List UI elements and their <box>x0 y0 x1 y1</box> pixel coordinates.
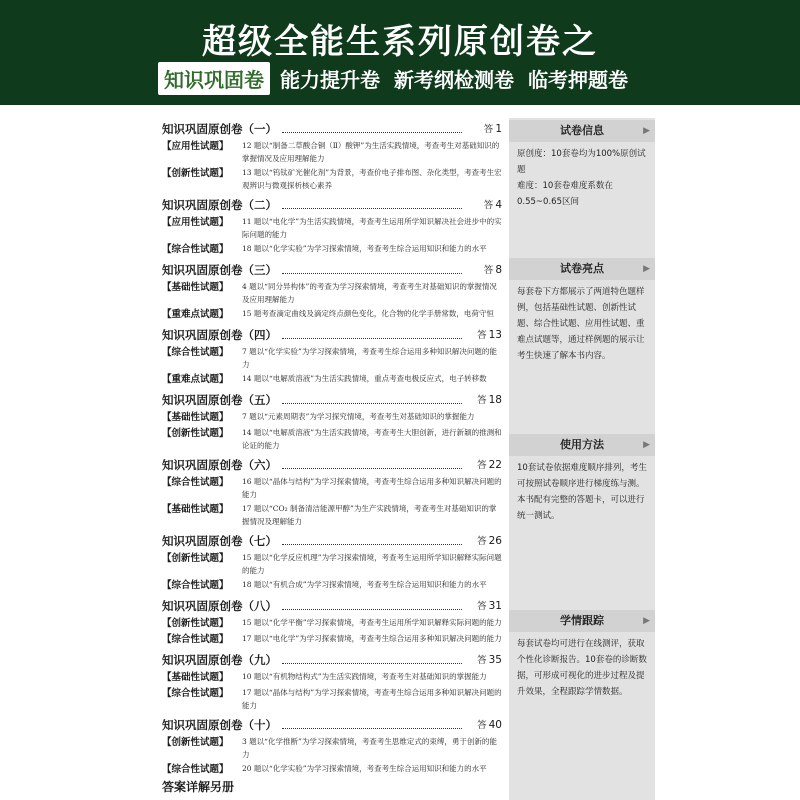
dot-leader <box>282 544 462 545</box>
entry-tag: 【应用性试题】 <box>162 217 229 228</box>
paper-title: 知识巩固原创卷（四） <box>162 324 280 346</box>
paper-heading <box>162 259 502 281</box>
paper-answer-ref <box>474 454 502 477</box>
entry-desc: 10 题以“有机物结构式”为生活实践情境，考查考生对基础知识的掌握能力 <box>242 672 487 681</box>
entry-desc: 4 题以“同分异构体”的考查为学习探索情境，考查考生对基础知识的掌握情况及应用理解能力 <box>242 282 497 304</box>
entry-tag: 【综合性试题】 <box>162 477 229 488</box>
entry-row <box>162 633 502 647</box>
paper-answer-ref <box>481 259 502 282</box>
entry-tag: 【综合性试题】 <box>162 634 229 645</box>
sidebar-section-usage <box>509 434 655 528</box>
entry-tag: 【重难点试题】 <box>162 309 229 320</box>
paper-block <box>162 118 502 192</box>
entry-desc: 11 题以“电化学”为生活实践情境，考查考生运用所学知识解决社会进步中的实际问题的能力 <box>242 217 502 239</box>
dot-leader <box>282 468 462 469</box>
page-number: 31 <box>488 600 502 612</box>
page-number: 35 <box>488 654 502 666</box>
answer-label: 答 <box>483 124 494 135</box>
paper-answer-ref <box>474 595 502 618</box>
entry-tag: 【重难点试题】 <box>162 374 229 385</box>
entry-tag: 【综合性试题】 <box>162 764 229 775</box>
entry-row <box>162 687 502 712</box>
sidebar-section-text: 每套试卷均可进行在线测评，获取个性化诊断报告。10套卷的诊断数据，可形成可视化的进步过程及提升效果，全程跟踪学情数据。 <box>517 639 647 697</box>
triangle-right-icon: ▶ <box>643 616 650 626</box>
answer-label: 答 <box>477 720 487 731</box>
paper-block <box>162 595 502 647</box>
sidebar-section-text: 原创度：10套卷均为100%原创试题 难度：10套卷难度系数在0.55~0.65区间 <box>517 149 646 207</box>
paper-block <box>162 530 502 593</box>
page-number: 22 <box>488 459 502 471</box>
paper-title: 知识巩固原创卷（十） <box>162 714 280 736</box>
entry-tag: 【综合性试题】 <box>162 244 229 255</box>
entry-desc: 15 题考查滴定曲线及滴定终点颜色变化，化合物的化学手册常数，电荷守恒 <box>242 309 494 318</box>
dot-leader <box>282 208 462 209</box>
entry-tag: 【基础性试题】 <box>162 504 229 515</box>
paper-title: 知识巩固原创卷（二） <box>162 194 280 216</box>
paper-answer-ref <box>474 714 502 737</box>
entry-desc: 7 题以“元素周期表”为学习探究情境，考查考生对基础知识的掌握能力 <box>242 412 475 421</box>
footer-note: 答案详解另册 <box>162 780 235 794</box>
entry-desc: 20 题以“化学实验”为学习探索情境，考查考生综合运用知识和能力的水平 <box>242 764 487 773</box>
paper-heading <box>162 118 502 140</box>
entry-desc: 13 题以“钨钛矿光催化剂”为背景，考查价电子排布图、杂化类型，考查考生宏观辨识与微观探析核心素养 <box>242 168 502 190</box>
series-title: 超级全能生系列原创卷之 <box>202 22 598 62</box>
entry-row <box>162 503 502 528</box>
dot-leader <box>282 338 462 339</box>
paper-answer-ref <box>474 324 502 347</box>
sidebar-section-title: 使用方法 ▶ <box>509 434 655 456</box>
paper-block <box>162 194 502 257</box>
series-item: 临考押题卷 <box>528 68 628 92</box>
answer-label: 答 <box>477 330 487 341</box>
series-item: 新考纲检测卷 <box>394 68 514 92</box>
entry-desc: 15 题以“化学反应机理”为学习探索情境，考查考生运用所学知识解释实际问题的能力 <box>242 553 502 575</box>
entry-tag: 【基础性试题】 <box>162 282 229 293</box>
entry-tag: 【应用性试题】 <box>162 141 229 152</box>
answer-label: 答 <box>477 655 487 666</box>
sidebar-section-tracking <box>509 610 655 704</box>
entry-tag: 【综合性试题】 <box>162 580 229 591</box>
entry-row <box>162 281 502 306</box>
paper-heading <box>162 454 502 476</box>
entry-tag: 【创新性试题】 <box>162 737 229 748</box>
entry-row <box>162 411 502 425</box>
dot-leader <box>282 663 462 664</box>
paper-title: 知识巩固原创卷（七） <box>162 530 280 552</box>
entry-row <box>162 671 502 685</box>
sidebar-section-text: 10套试卷依据难度顺序排列，考生可按照试卷顺序进行梯度练与测。本书配有完整的答题卡，可以进行统一测试。 <box>517 463 647 521</box>
entry-row <box>162 167 502 192</box>
entry-desc: 18 题以“化学实验”为学习探索情境，考查考生综合运用知识和能力的水平 <box>242 244 487 253</box>
answer-label: 答 <box>483 200 494 211</box>
triangle-right-icon: ▶ <box>643 264 650 274</box>
entry-desc: 17 题以“电化学”为学习探索情境，考查考生综合运用多种知识解决问题的能力 <box>242 634 502 643</box>
page-number: 8 <box>495 264 502 276</box>
sidebar-section-title: 试卷亮点 ▶ <box>509 258 655 280</box>
page-number: 18 <box>488 394 502 406</box>
header-banner <box>0 0 800 105</box>
paper-heading <box>162 324 502 346</box>
page-number: 13 <box>488 329 502 341</box>
entry-row <box>162 763 502 777</box>
page-number: 40 <box>488 719 502 731</box>
entry-desc: 3 题以“化学推断”为学习探索情境，考查考生思维定式的束缚，勇于创新的能力 <box>242 737 497 759</box>
entry-tag: 【创新性试题】 <box>162 168 229 179</box>
entry-desc: 18 题以“有机合成”为学习探索情境，考查考生综合运用知识和能力的水平 <box>242 580 487 589</box>
paper-answer-ref <box>474 649 502 672</box>
entry-tag: 【基础性试题】 <box>162 672 229 683</box>
answer-label: 答 <box>483 265 494 276</box>
answer-label: 答 <box>477 601 487 612</box>
triangle-right-icon: ▶ <box>643 126 650 136</box>
entry-desc: 15 题以“化学平衡”学习探索情境，考查考生运用所学知识解释实际问题的能力 <box>242 618 502 627</box>
entry-row <box>162 617 502 631</box>
sidebar-section-info <box>509 120 655 214</box>
sidebar-section-highlights <box>509 258 655 368</box>
entry-desc: 17 题以“CO₂ 制备清洁能源甲醇”为生产实践情境，考查考生对基础知识的掌握情况及理解能力 <box>242 504 497 526</box>
answer-label: 答 <box>477 536 487 547</box>
paper-heading <box>162 530 502 552</box>
paper-title: 知识巩固原创卷（一） <box>162 118 280 140</box>
paper-answer-ref <box>474 530 502 553</box>
paper-heading <box>162 595 502 617</box>
entry-tag: 【基础性试题】 <box>162 412 229 423</box>
triangle-right-icon: ▶ <box>643 440 650 450</box>
entry-row <box>162 346 502 371</box>
entry-row <box>162 373 502 387</box>
paper-heading <box>162 194 502 216</box>
paper-heading <box>162 649 502 671</box>
paper-title: 知识巩固原创卷（五） <box>162 389 280 411</box>
entry-desc: 14 题以“电解质溶液”为生活实践情境，考查考生大胆创新，进行新颖的推测和论证的能力 <box>242 428 502 450</box>
entry-row <box>162 579 502 593</box>
series-bar <box>0 62 800 95</box>
paper-block <box>162 259 502 322</box>
entry-row <box>162 216 502 241</box>
entry-row <box>162 243 502 257</box>
sidebar-section-title: 试卷信息 ▶ <box>509 120 655 142</box>
entry-desc: 14 题以“电解质溶液”为生活实践情境，重点考查电极反应式，电子转移数 <box>242 374 487 383</box>
paper-answer-ref <box>481 194 502 217</box>
paper-answer-ref <box>474 389 502 412</box>
entry-tag: 【创新性试题】 <box>162 553 229 564</box>
info-sidebar <box>509 118 655 800</box>
dot-leader <box>282 132 462 133</box>
entry-desc: 17 题以“晶体与结构”为学习探索情境，考查考生综合运用多种知识解决问题的能力 <box>242 688 502 710</box>
dot-leader <box>282 728 462 729</box>
entry-desc: 12 题以“制备二草酸合铜（Ⅱ）酸钾”为生活实践情境，考查考生对基础知识的掌握情况及应用理解能力 <box>242 141 500 163</box>
answer-label: 答 <box>477 395 487 406</box>
entry-row <box>162 427 502 452</box>
paper-heading <box>162 389 502 411</box>
entry-row <box>162 140 502 165</box>
paper-title: 知识巩固原创卷（三） <box>162 259 280 281</box>
paper-list <box>162 118 502 779</box>
sidebar-section-title: 学情跟踪 ▶ <box>509 610 655 632</box>
entry-tag: 【创新性试题】 <box>162 428 229 439</box>
dot-leader <box>282 403 462 404</box>
entry-desc: 7 题以“化学实验”为学习探索情境，考查考生综合运用多种知识解决问题的能力 <box>242 347 497 369</box>
paper-block <box>162 454 502 528</box>
paper-answer-ref <box>481 118 502 141</box>
entry-tag: 【创新性试题】 <box>162 618 229 629</box>
paper-block <box>162 649 502 712</box>
entry-tag: 【综合性试题】 <box>162 688 229 699</box>
entry-row <box>162 476 502 501</box>
entry-desc: 16 题以“晶体与结构”为学习探索情境，考查考生综合运用多种知识解决问题的能力 <box>242 477 502 499</box>
paper-title: 知识巩固原创卷（六） <box>162 454 280 476</box>
paper-block <box>162 389 502 452</box>
paper-title: 知识巩固原创卷（九） <box>162 649 280 671</box>
page-number: 4 <box>495 199 502 211</box>
paper-block <box>162 324 502 387</box>
paper-title: 知识巩固原创卷（八） <box>162 595 280 617</box>
entry-tag: 【综合性试题】 <box>162 347 229 358</box>
entry-row <box>162 736 502 761</box>
sidebar-section-text: 每套卷下方都展示了两道特色题样例，包括基础性试题、创新性试题、综合性试题、应用性试题、重难点试题等，通过样例题的展示让考生快速了解本书内容。 <box>517 287 645 361</box>
paper-heading <box>162 714 502 736</box>
page-number: 1 <box>495 123 502 135</box>
page-number: 26 <box>488 535 502 547</box>
series-item: 能力提升卷 <box>280 68 380 92</box>
dot-leader <box>282 273 462 274</box>
entry-row <box>162 308 502 322</box>
entry-row <box>162 552 502 577</box>
dot-leader <box>282 609 462 610</box>
paper-block <box>162 714 502 777</box>
answer-label: 答 <box>477 460 487 471</box>
series-highlight: 知识巩固卷 <box>158 62 270 95</box>
